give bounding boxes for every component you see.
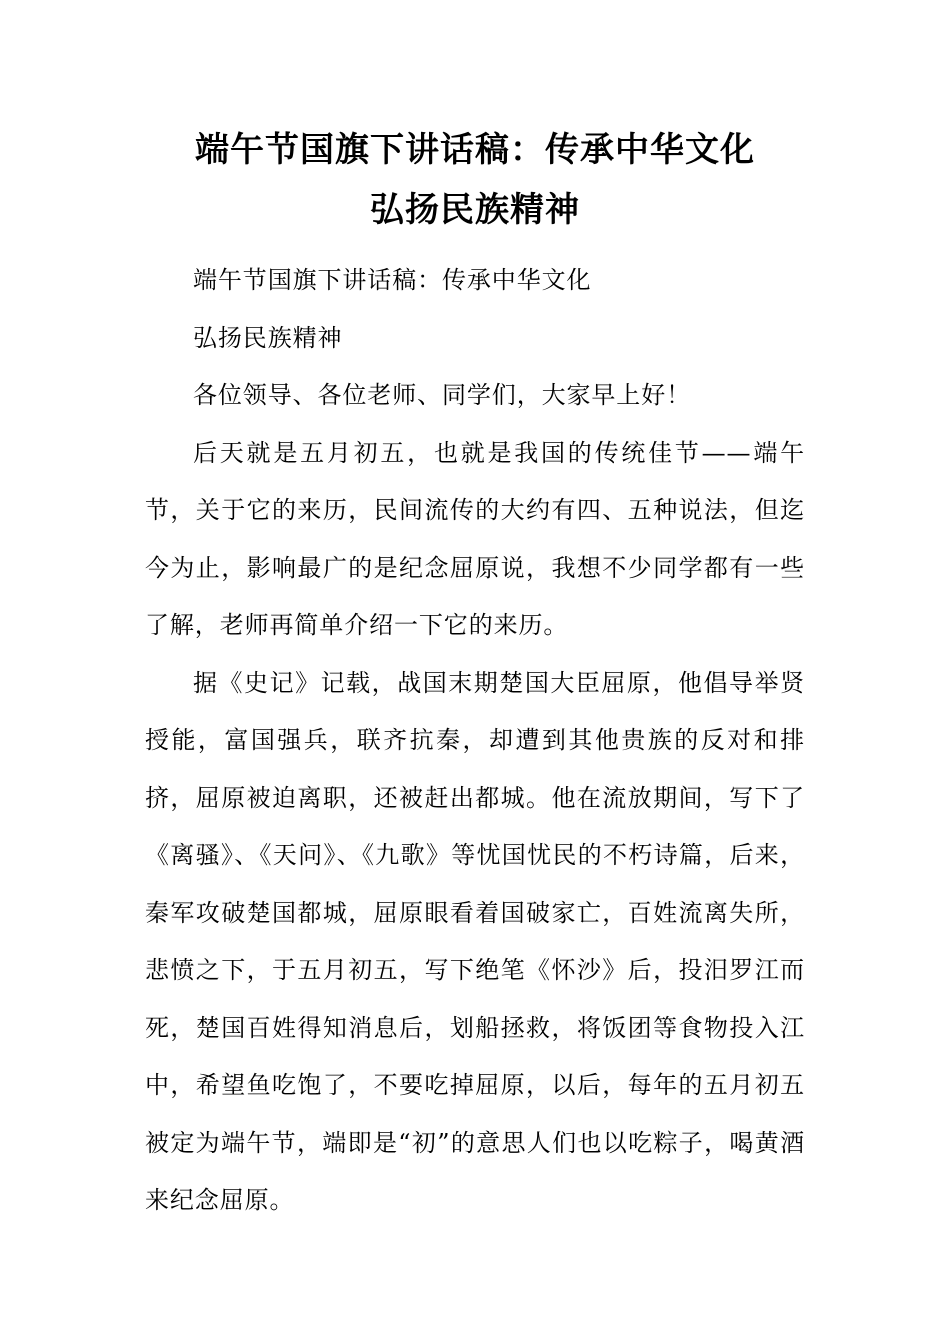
body-paragraph-intro: 后天就是五月初五，也就是我国的传统佳节——端午节，关于它的来历，民间流传的大约有四、五种说法，但迄今为止，影响最广的是纪念屈原说，我想不少同学都有一些了解，老师再简单介绍一下它的来历。 <box>145 438 805 639</box>
body-paragraph-subtitle-2: 弘扬民族精神 <box>193 323 343 352</box>
document-title-line-2: 弘扬民族精神 <box>370 190 580 230</box>
body-paragraph-history: 据《史记》记载，战国末期楚国大臣屈原，他倡导举贤授能，富国强兵，联齐抗秦，却遭到其他贵族的反对和排挤，屈原被迫离职，还被赶出都城。他在流放期间，写下了《离骚》、《天问》、《九歌》等忧国忧民的不朽诗篇，后来，秦军攻破楚国都城，屈原眼看着国破家亡，百姓流离失所，悲愤之下，于五月初五，写下绝笔《怀沙》后，投汨罗江而死，楚国百姓得知消息后，划船拯救，将饭团等食物投入江中，希望鱼吃饱了，不要吃掉屈原，以后，每年的五月初五被定为端午节，端即是“初”的意思人们也以吃粽子，喝黄酒来纪念屈原。 <box>145 668 805 1214</box>
document-title-line-1: 端午节国旗下讲话稿：传承中华文化 <box>195 130 755 170</box>
document-body <box>145 252 805 1230</box>
body-paragraph-subtitle-1: 端午节国旗下讲话稿：传承中华文化 <box>193 266 592 294</box>
body-paragraph-greeting: 各位领导、各位老师、同学们，大家早上好！ <box>193 381 691 409</box>
